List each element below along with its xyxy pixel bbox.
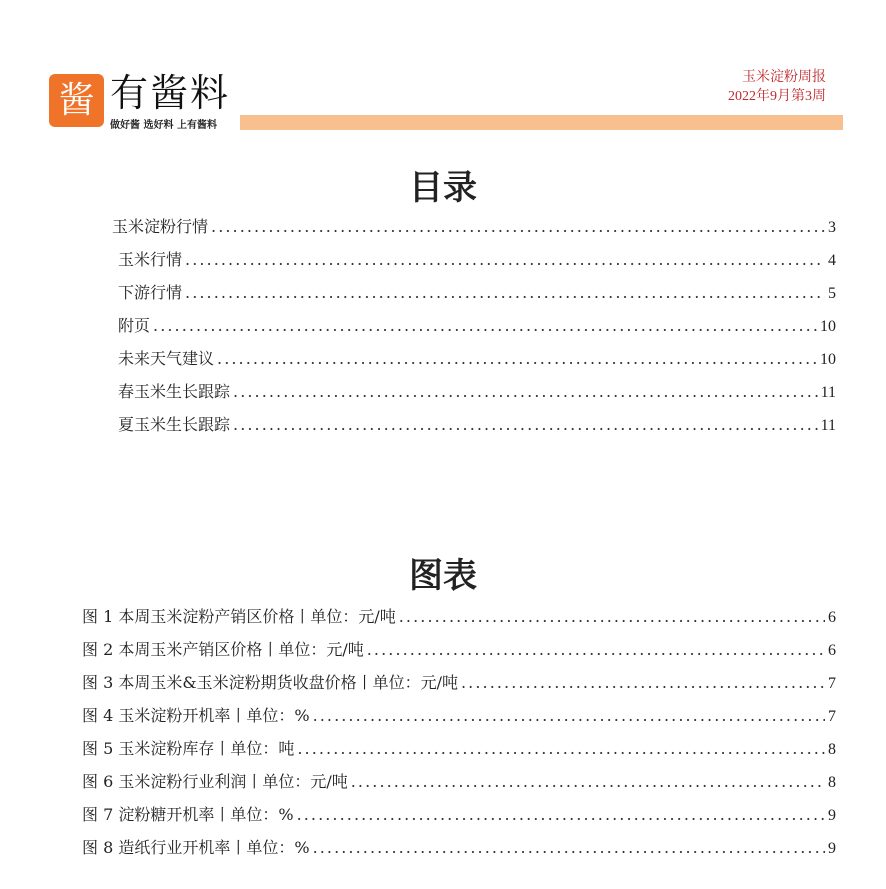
leader-dots [297, 805, 825, 824]
toc-entry[interactable] [118, 247, 836, 269]
logo-tagline: 做好酱 选好料 上有酱料 [110, 120, 217, 131]
header-bar [240, 115, 843, 130]
entry-page: 8 [828, 741, 836, 758]
entry-label: 附页 [118, 316, 151, 335]
entry-page: 6 [828, 642, 836, 659]
entry-label: 图 7 淀粉糖开机率丨单位：% [82, 805, 294, 824]
toc-entry[interactable] [118, 313, 836, 335]
leader-dots [461, 673, 825, 692]
figure-entry[interactable] [82, 670, 836, 692]
logo-icon: 酱 [49, 74, 104, 127]
toc-entry[interactable] [118, 379, 836, 401]
toc-entry[interactable] [118, 280, 836, 302]
entry-label: 未来天气建议 [118, 349, 215, 368]
entry-page: 5 [828, 285, 836, 302]
toc-entry[interactable] [118, 412, 836, 434]
entry-label: 夏玉米生长跟踪 [118, 415, 231, 434]
entry-page: 9 [828, 840, 836, 857]
entry-label: 图 5 玉米淀粉库存丨单位：吨 [82, 739, 295, 758]
entry-label: 春玉米生长跟踪 [118, 382, 231, 401]
leader-dots [313, 838, 825, 857]
entry-label: 图 4 玉米淀粉开机率丨单位：% [82, 706, 310, 725]
entry-label: 图 8 造纸行业开机率丨单位：% [82, 838, 310, 857]
figure-entry[interactable] [82, 736, 836, 758]
entry-label: 玉米行情 [118, 250, 183, 269]
leader-dots [217, 349, 817, 368]
entry-page: 3 [828, 219, 836, 236]
entry-label: 玉米淀粉行情 [112, 217, 209, 236]
leader-dots [211, 217, 825, 236]
entry-page: 7 [828, 708, 836, 725]
figure-entry[interactable] [82, 604, 836, 626]
leader-dots [313, 706, 825, 725]
report-header [728, 68, 826, 106]
leader-dots [351, 772, 825, 791]
report-date: 2022年9月第3周 [728, 89, 826, 104]
figures-title: 图表 [409, 556, 477, 596]
figure-entry[interactable] [82, 835, 836, 857]
leader-dots [233, 382, 818, 401]
toc-title: 目录 [409, 168, 477, 208]
leader-dots [367, 640, 825, 659]
leader-dots [185, 283, 825, 302]
figure-entry[interactable] [82, 802, 836, 824]
entry-page: 8 [828, 774, 836, 791]
entry-page: 6 [828, 609, 836, 626]
leader-dots [399, 607, 825, 626]
figure-entry[interactable] [82, 703, 836, 725]
toc-entry[interactable] [112, 214, 836, 236]
entry-page: 10 [820, 318, 836, 335]
entry-label: 图 6 玉米淀粉行业利润丨单位：元/吨 [82, 772, 348, 791]
logo-name: 有酱料 [110, 71, 231, 115]
leader-dots [233, 415, 818, 434]
figure-entry[interactable] [82, 769, 836, 791]
entry-label: 图 3 本周玉米&玉米淀粉期货收盘价格丨单位：元/吨 [82, 673, 458, 692]
leader-dots [297, 739, 825, 758]
entry-label: 图 2 本周玉米产销区价格丨单位：元/吨 [82, 640, 364, 659]
entry-page: 10 [820, 351, 836, 368]
entry-page: 7 [828, 675, 836, 692]
leader-dots [185, 250, 825, 269]
entry-page: 9 [828, 807, 836, 824]
leader-dots [153, 316, 817, 335]
figure-entry[interactable] [82, 637, 836, 659]
entry-page: 11 [820, 384, 836, 401]
entry-page: 11 [820, 417, 836, 434]
entry-label: 下游行情 [118, 283, 183, 302]
report-title: 玉米淀粉周报 [742, 70, 826, 85]
toc-entry[interactable] [118, 346, 836, 368]
entry-label: 图 1 本周玉米淀粉产销区价格丨单位：元/吨 [82, 607, 396, 626]
entry-page: 4 [828, 252, 836, 269]
